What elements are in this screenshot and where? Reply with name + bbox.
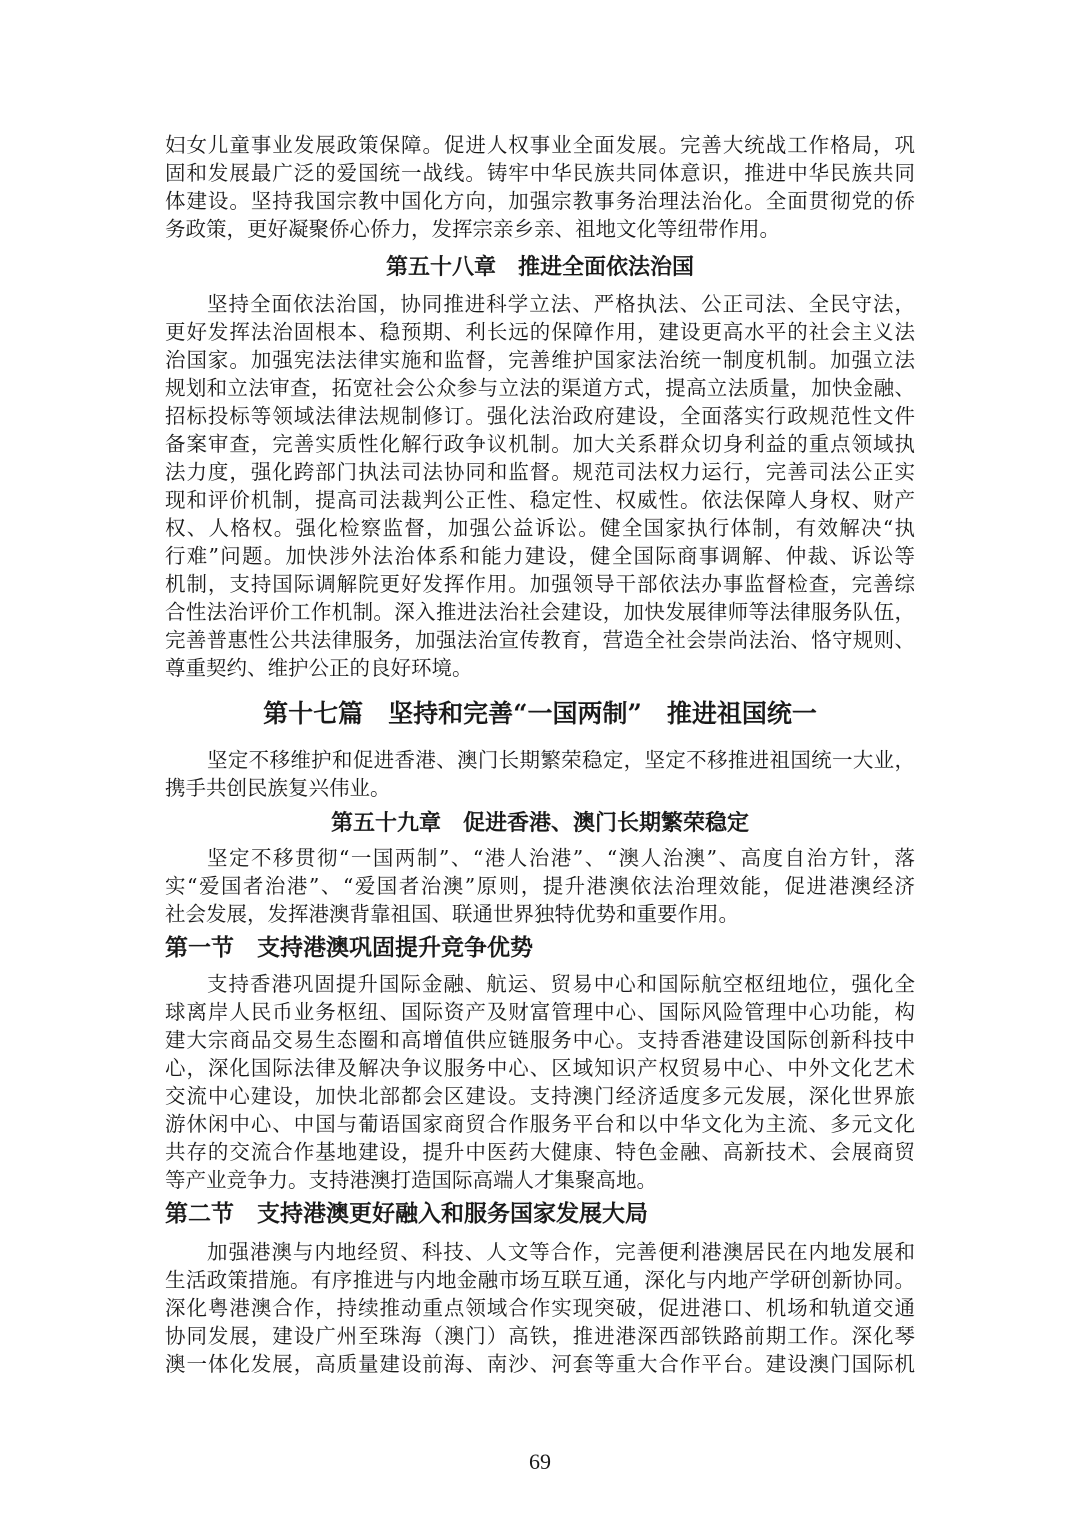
section-2-title: 第二节 支持港澳更好融入和服务国家发展大局 <box>165 1200 648 1227</box>
section-1-line-1: 支持香港巩固提升国际金融、航运、贸易中心和国际航空枢纽地位，强化全 <box>207 972 915 996</box>
intro-line-4: 务政策，更好凝聚侨心侨力，发挥宗亲乡亲、祖地文化等纽带作用。 <box>165 217 780 241</box>
section-1-line-2: 球离岸人民币业务枢纽、国际资产及财富管理中心、国际风险管理中心功能，构 <box>165 1000 915 1024</box>
chapter-58-line-7: 法力度，强化跨部门执法司法协同和监督。规范司法权力运行，完善司法公正实 <box>165 460 915 484</box>
section-2-line-2: 生活政策措施。有序推进与内地金融市场互联互通，深化与内地产学研创新协同。 <box>165 1268 915 1292</box>
chapter-58-line-11: 机制，支持国际调解院更好发挥作用。加强领导干部依法办事监督检查，完善综 <box>165 572 915 596</box>
part-17-line-2: 携手共创民族复兴伟业。 <box>165 776 391 800</box>
intro-line-2: 固和发展最广泛的爱国统一战线。铸牢中华民族共同体意识，推进中华民族共同 <box>165 161 915 185</box>
chapter-59-line-2: 实“爱国者治港”、“爱国者治澳”原则，提升港澳依法治理效能，促进港澳经济 <box>165 874 915 898</box>
chapter-59-line-3: 社会发展，发挥港澳背靠祖国、联通世界独特优势和重要作用。 <box>165 902 739 926</box>
chapter-59-title: 第五十九章 促进香港、澳门长期繁荣稳定 <box>330 810 749 836</box>
chapter-58-line-9: 权、人格权。强化检察监督，加强公益诉讼。健全国家执行体制，有效解决“执 <box>165 516 915 540</box>
chapter-58-line-1: 坚持全面依法治国，协同推进科学立法、严格执法、公正司法、全民守法， <box>207 292 915 316</box>
section-1-title: 第一节 支持港澳巩固提升竞争优势 <box>165 934 533 961</box>
part-17-line-1: 坚定不移维护和促进香港、澳门长期繁荣稳定，坚定不移推进祖国统一大业， <box>207 748 915 772</box>
chapter-58-line-3: 治国家。加强宪法法律实施和监督，完善维护国家法治统一制度机制。加强立法 <box>165 348 915 372</box>
section-1-line-5: 交流中心建设，加快北部都会区建设。支持澳门经济适度多元发展，深化世界旅 <box>165 1084 915 1108</box>
section-1-line-8: 等产业竞争力。支持港澳打造国际高端人才集聚高地。 <box>165 1168 657 1192</box>
section-2-line-4: 协同发展，建设广州至珠海（澳门）高铁，推进港深西部铁路前期工作。深化琴 <box>165 1324 915 1348</box>
section-1-line-6: 游休闲中心、中国与葡语国家商贸合作服务平台和以中华文化为主流、多元文化 <box>165 1112 915 1136</box>
page-number: 69 <box>529 1449 551 1474</box>
chapter-58-line-2: 更好发挥法治固根本、稳预期、利长远的保障作用，建设更高水平的社会主义法 <box>165 320 915 344</box>
chapter-58-line-12: 合性法治评价工作机制。深入推进法治社会建设，加快发展律师等法律服务队伍， <box>165 600 915 624</box>
intro-line-3: 体建设。坚持我国宗教中国化方向，加强宗教事务治理法治化。全面贯彻党的侨 <box>165 189 915 213</box>
section-2-line-5: 澳一体化发展，高质量建设前海、南沙、河套等重大合作平台。建设澳门国际机 <box>165 1352 915 1376</box>
part-17-title: 第十七篇 坚持和完善“一国两制” 推进祖国统一 <box>263 699 817 728</box>
section-1-line-3: 建大宗商品交易生态圈和高增值供应链服务中心。支持香港建设国际创新科技中 <box>165 1028 915 1052</box>
chapter-58-line-10: 行难”问题。加快涉外法治体系和能力建设，健全国际商事调解、仲裁、诉讼等 <box>165 544 915 568</box>
chapter-58-line-5: 招标投标等领域法律法规制修订。强化法治政府建设，全面落实行政规范性文件 <box>165 404 915 428</box>
chapter-58-line-8: 现和评价机制，提高司法裁判公正性、稳定性、权威性。依法保障人身权、财产 <box>165 488 915 512</box>
section-2-line-1: 加强港澳与内地经贸、科技、人文等合作，完善便利港澳居民在内地发展和 <box>207 1240 915 1264</box>
intro-line-1: 妇女儿童事业发展政策保障。促进人权事业全面发展。完善大统战工作格局，巩 <box>165 133 915 157</box>
chapter-58-line-6: 备案审查，完善实质性化解行政争议机制。加大关系群众切身利益的重点领域执 <box>165 432 915 456</box>
section-1-line-7: 共存的交流合作基地建设，提升中医药大健康、特色金融、高新技术、会展商贸 <box>165 1140 915 1164</box>
chapter-58-line-4: 规划和立法审查，拓宽社会公众参与立法的渠道方式，提高立法质量，加快金融、 <box>165 376 915 400</box>
chapter-58-title: 第五十八章 推进全面依法治国 <box>385 254 694 280</box>
section-1-line-4: 心，深化国际法律及解决争议服务中心、区域知识产权贸易中心、中外文化艺术 <box>165 1056 915 1080</box>
chapter-59-line-1: 坚定不移贯彻“一国两制”、“港人治港”、“澳人治澳”、高度自治方针，落 <box>207 846 915 870</box>
section-2-line-3: 深化粤港澳合作，持续推动重点领域合作实现突破，促进港口、机场和轨道交通 <box>165 1296 915 1320</box>
chapter-58-line-14: 尊重契约、维护公正的良好环境。 <box>165 656 473 680</box>
chapter-58-line-13: 完善普惠性公共法律服务，加强法治宣传教育，营造全社会崇尚法治、恪守规则、 <box>165 628 915 652</box>
